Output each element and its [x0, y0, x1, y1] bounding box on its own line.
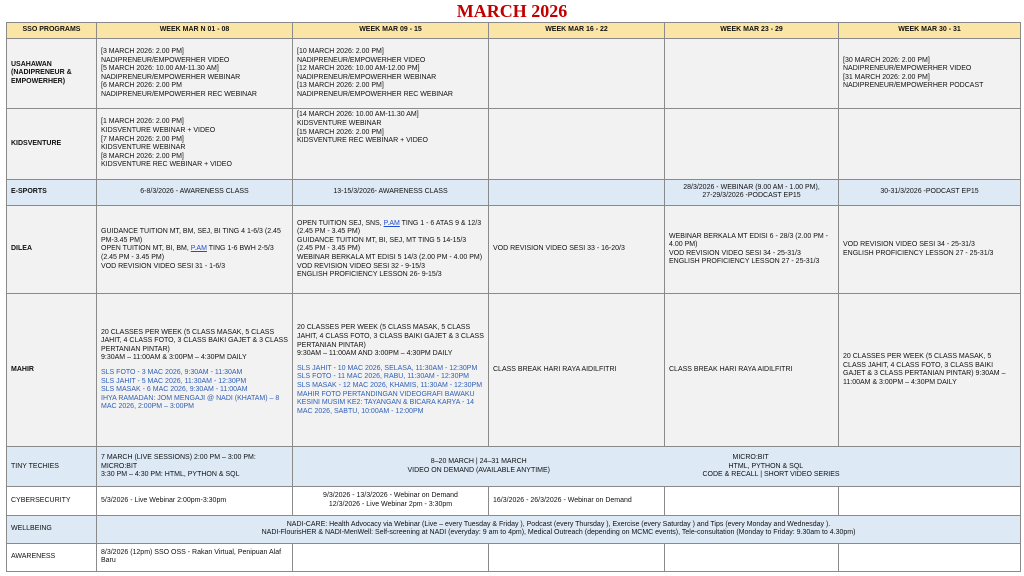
list-item: 8–20 MARCH | 24–31 MARCH: [430, 458, 527, 466]
list-item: [12 MARCH 2026: 10.00 AM-12.00 PM]: [297, 65, 420, 73]
list-item: ENGLISH PROFICIENCY LESSON 27 - 25-31/3: [843, 249, 994, 257]
list-item: [10 MARCH 2026: 2.00 PM]: [297, 47, 384, 55]
list-item: SLS MASAK - 6 MAC 2026, 9:30AM - 11:00AM: [101, 386, 248, 394]
cell-usahawan-w4: [665, 39, 839, 109]
cell-usahawan-w5: [839, 39, 1021, 109]
list-item: GUIDANCE TUITION MT, BI, SEJ, MT TING 5 14-15/3 (2.45 PM - 3.45 PM): [297, 236, 467, 253]
cell-tiny-w1: [97, 447, 293, 487]
list-item: VOD REVISION VIDEO SESI 32 - 9-15/3: [297, 262, 425, 270]
list-item: 28/3/2026 - WEBINAR (9.00 AM - 1.00 PM),: [683, 183, 820, 191]
list-item: MAHIR FOTO PERTANDINGAN VIDEOGRAFI BAWAKU KESINI MUSIM KE2: TAYANGAN & BICARA KARYA - 14 MAC 2026, SABTU, 10:00AM - 12:00PM: [297, 390, 475, 415]
cell-kidsventure-w2: [293, 109, 489, 179]
cell-kidsventure-w1: [97, 109, 293, 179]
list-item: NADI-FlourisHER & NADI-MenWell: Self-screening at NADI (everyday: 9 am to 4pm), Medical Outreach (depending on MCMC events), Tele-consultation (Monday to Friday: 9.30am to 4.30pm): [261, 529, 856, 537]
header-programs: SSO PROGRAMS: [7, 23, 97, 39]
list-item: VOD REVISION VIDEO SESI 31 - 1-6/3: [101, 262, 226, 270]
list-item: [31 MARCH 2026: 2.00 PM]: [843, 73, 930, 81]
cell-tiny-vod: [293, 447, 665, 487]
list-item: [14 MARCH 2026: 10.00 AM-11.30 AM]: [297, 111, 419, 119]
list-item: ENGLISH PROFICIENCY LESSON 26- 9-15/3: [297, 271, 442, 279]
cell-esports-w4: [665, 179, 839, 205]
header-row: [7, 23, 1021, 39]
list-item: KIDSVENTURE REC WEBINAR + VIDEO: [297, 137, 428, 145]
cell-mahir-w5: 20 CLASSES PER WEEK (5 CLASS MASAK, 5 CLASS JAHIT, 4 CLASS FOTO, 3 CLASS BAIKI GAJET & 3 CLASS PERTANIAN PINTAR) 9:30AM – 11:00AM & 3:00PM – 4:30PM DAILY: [839, 294, 1021, 447]
list-item: [3 MARCH 2026: 2.00 PM]: [101, 47, 184, 55]
cell-tiny-series: [665, 447, 1021, 487]
list-item: SLS FOTO - 11 MAC 2026, RABU, 11:30AM - 12:30PM: [297, 373, 469, 381]
list-item: VOD REVISION VIDEO SESI 34 - 25-31/3: [843, 241, 975, 249]
list-item: 9:30AM – 11:00AM AND 3:00PM – 4:30PM DAILY: [297, 350, 453, 358]
list-item-text: OPEN TUITION MT, BI, BM,: [101, 245, 191, 253]
list-item: SLS JAHIT - 5 MAC 2026, 11:30AM - 12:30PM: [101, 377, 247, 385]
cell-cyber-w2: [293, 487, 489, 515]
list-item-text: TING 1 - 6 ATAS 9 & 12/3 (2.45 PM - 3.45 PM): [297, 219, 482, 236]
row-label-awareness: AWARENESS: [7, 543, 97, 571]
list-item: WEBINAR BERKALA MT EDISI 5 14/3 (2.00 PM - 4.00 PM): [297, 254, 483, 261]
cell-mahir-w4: CLASS BREAK HARI RAYA AIDILFITRI: [665, 294, 839, 447]
list-item: ENGLISH PROFICIENCY LESSON 27 - 25-31/3: [669, 258, 820, 266]
list-item: 7 MARCH (LIVE SESSIONS) 2:00 PM – 3:00 PM:: [101, 453, 256, 461]
cell-dilea-w5: [839, 205, 1021, 293]
row-label-kidsventure: KIDSVENTURE: [7, 109, 97, 179]
cell-awareness-w1: 8/3/2026 (12pm) SSO OSS - Rakan Virtual, Penipuan Alaf Baru: [97, 543, 293, 571]
list-item: 3:30 PM – 4:30 PM: HTML, PYTHON & SQL: [101, 471, 240, 479]
row-label-wellbeing: WELLBEING: [7, 515, 97, 543]
cell-dilea-w1: [97, 205, 293, 293]
cell-cyber-w1: 5/3/2026 - Live Webinar 2:00pm-3:30pm: [97, 487, 293, 515]
cell-mahir-w1: [97, 294, 293, 447]
list-item: 9/3/2026 - 13/3/2026 - Webinar on Demand: [323, 492, 458, 500]
cell-kidsventure-w4: [665, 109, 839, 179]
cell-cyber-w3: 16/3/2026 - 26/3/2026 - Webinar on Demand: [489, 487, 665, 515]
row-label-esports: E-SPORTS: [7, 179, 97, 205]
list-item: [7 MARCH 2026: 2.00 PM]: [101, 135, 184, 143]
list-item: KIDSVENTURE WEBINAR: [297, 120, 382, 128]
cell-cyber-w5: [839, 487, 1021, 515]
list-item: [101, 245, 288, 262]
list-item: NADIPRENEUR/EMPOWERHER WEBINAR: [297, 73, 437, 81]
list-item: NADIPRENEUR/EMPOWERHER PODCAST: [843, 82, 984, 90]
list-item: VOD REVISION VIDEO SESI 34 - 25-31/3: [669, 249, 801, 257]
list-item: GUIDANCE TUITION MT, BM, SEJ, BI TING 4 1-6/3 (2.45 PM-3.45 PM): [101, 228, 281, 244]
list-item: CODE & RECALL | SHORT VIDEO SERIES: [702, 471, 840, 479]
row-usahawan: [7, 39, 1021, 109]
cell-esports-w1: 6-8/3/2026 - AWARENESS CLASS: [97, 179, 293, 205]
cell-mahir-w3: CLASS BREAK HARI RAYA AIDILFITRI: [489, 294, 665, 447]
row-tiny-techies: [7, 447, 1021, 487]
list-item: HTML, PYTHON & SQL: [728, 462, 804, 470]
cell-esports-w5: 30-31/3/2026 -PODCAST EP15: [839, 179, 1021, 205]
header-week-5: WEEK MAR 30 - 31: [839, 23, 1021, 39]
list-item: NADIPRENEUR/EMPOWERHER VIDEO: [101, 56, 230, 64]
row-cybersecurity: [7, 487, 1021, 515]
schedule-table: [6, 22, 1021, 572]
row-label-dilea: DILEA: [7, 205, 97, 293]
cell-dilea-w2: [293, 205, 489, 293]
row-label-mahir: MAHIR: [7, 294, 97, 447]
list-item: 20 CLASSES PER WEEK (5 CLASS MASAK, 5 CLASS JAHIT, 4 CLASS FOTO, 3 CLASS BAIKI GAJET & 3 CLASS PERTANIAN PINTAR): [101, 328, 288, 353]
list-item: 27-29/3/2026 -PODCAST EP15: [702, 192, 801, 200]
list-item: 12/3/2026 - Live Webinar 2pm - 3:30pm: [328, 501, 453, 509]
cell-esports-w3: [489, 179, 665, 205]
cell-cyber-w4: [665, 487, 839, 515]
list-item: [297, 220, 484, 237]
list-item: [13 MARCH 2026: 2.00 PM]: [297, 82, 384, 90]
header-week-1: WEEK MAR N 01 - 08: [97, 23, 293, 39]
list-item-text: TING 1-6 BWH 2-5/3 (2.45 PM - 3.45 PM): [101, 245, 274, 261]
list-item: SLS JAHIT - 10 MAC 2026, SELASA, 11:30AM - 12:30PM: [297, 364, 478, 372]
list-item: IHYA RAMADAN: JOM MENGAJI @ NADI (KHATAM) – 8 MAC 2026, 2:00PM – 3:00PM: [101, 394, 280, 411]
list-item: KIDSVENTURE WEBINAR + VIDEO: [101, 126, 216, 134]
list-item: NADIPRENEUR/EMPOWERHER WEBINAR: [101, 73, 241, 81]
header-week-4: WEEK MAR 23 - 29: [665, 23, 839, 39]
cell-awareness-w5: [839, 543, 1021, 571]
row-kidsventure: [7, 109, 1021, 179]
list-item: NADIPRENEUR/EMPOWERHER REC WEBINAR: [101, 90, 257, 98]
list-item: NADIPRENEUR/EMPOWERHER REC WEBINAR: [297, 90, 453, 98]
cell-mahir-w2: [293, 294, 489, 447]
cell-awareness-w4: [665, 543, 839, 571]
list-item: [15 MARCH 2026: 2.00 PM]: [297, 128, 384, 136]
pam-link[interactable]: P.AM: [190, 245, 207, 253]
cell-usahawan-w3: [489, 39, 665, 109]
page-title: MARCH 2026: [456, 1, 568, 21]
cell-awareness-w2: [293, 543, 489, 571]
cell-awareness-w3: [489, 543, 665, 571]
list-item: WEBINAR BERKALA MT EDISI 6 - 28/3 (2.00 PM - 4.00 PM): [669, 232, 828, 249]
list-item: 20 CLASSES PER WEEK (5 CLASS MASAK, 5 CLASS JAHIT, 4 CLASS FOTO, 3 CLASS BAIKI GAJET & 3 CLASS PERTANIAN PINTAR): [297, 324, 484, 349]
row-awareness: [7, 543, 1021, 571]
cell-esports-w2: 13-15/3/2026- AWARENESS CLASS: [293, 179, 489, 205]
cell-usahawan-w2: [293, 39, 489, 109]
list-item: [30 MARCH 2026: 2.00 PM]: [843, 56, 930, 64]
row-esports: [7, 179, 1021, 205]
cell-usahawan-w1: [97, 39, 293, 109]
cell-wellbeing: [97, 515, 1021, 543]
list-item: 9:30AM – 11:00AM & 3:00PM – 4:30PM DAILY: [101, 354, 247, 362]
row-wellbeing: [7, 515, 1021, 543]
row-label-tiny-techies: TINY TECHIES: [7, 447, 97, 487]
list-item-text: OPEN TUITION SEJ, SNS,: [297, 219, 384, 227]
list-item: [5 MARCH 2026: 10.00 AM-11.30 AM]: [101, 65, 219, 73]
header-week-3: WEEK MAR 16 - 22: [489, 23, 665, 39]
list-item: [6 MARCH 2026: 2.00 PM: [101, 82, 182, 90]
list-item: NADIPRENEUR/EMPOWERHER VIDEO: [843, 65, 972, 73]
row-dilea: [7, 205, 1021, 293]
row-label-cybersecurity: CYBERSECURITY: [7, 487, 97, 515]
list-item: NADIPRENEUR/EMPOWERHER VIDEO: [297, 56, 426, 64]
row-label-usahawan: USAHAWAN (NADIPRENEUR & EMPOWERHER): [7, 39, 97, 109]
list-item: VIDEO ON DEMAND (AVAILABLE ANYTIME): [407, 466, 550, 474]
list-item: KIDSVENTURE WEBINAR: [101, 144, 186, 152]
list-item: [8 MARCH 2026: 2.00 PM]: [101, 152, 184, 160]
list-item: MICRO:BIT: [101, 462, 138, 470]
cell-kidsventure-w3: [489, 109, 665, 179]
list-item: KIDSVENTURE REC WEBINAR + VIDEO: [101, 161, 232, 169]
row-mahir: [7, 294, 1021, 447]
list-item: SLS FOTO - 3 MAC 2026, 9:30AM - 11:30AM: [101, 369, 243, 377]
list-item: [1 MARCH 2026: 2.00 PM]: [101, 118, 184, 126]
cell-dilea-w3: VOD REVISION VIDEO SESI 33 - 16-20/3: [489, 205, 665, 293]
list-item: NADI-CARE: Health Advocacy via Webinar (Live – every Tuesday & Friday ), Podcast (every Thursday ), Exercise (every Saturday ) and Tips (every Monday and Wednesday ).: [286, 520, 831, 528]
header-week-2: WEEK MAR 09 - 15: [293, 23, 489, 39]
pam-link[interactable]: P.AM: [383, 219, 400, 227]
list-item: MICRO:BIT: [732, 453, 769, 461]
cell-dilea-w4: [665, 205, 839, 293]
cell-kidsventure-w5: [839, 109, 1021, 179]
list-item: SLS MASAK - 12 MAC 2026, KHAMIS, 11:30AM - 12:30PM: [297, 381, 483, 389]
